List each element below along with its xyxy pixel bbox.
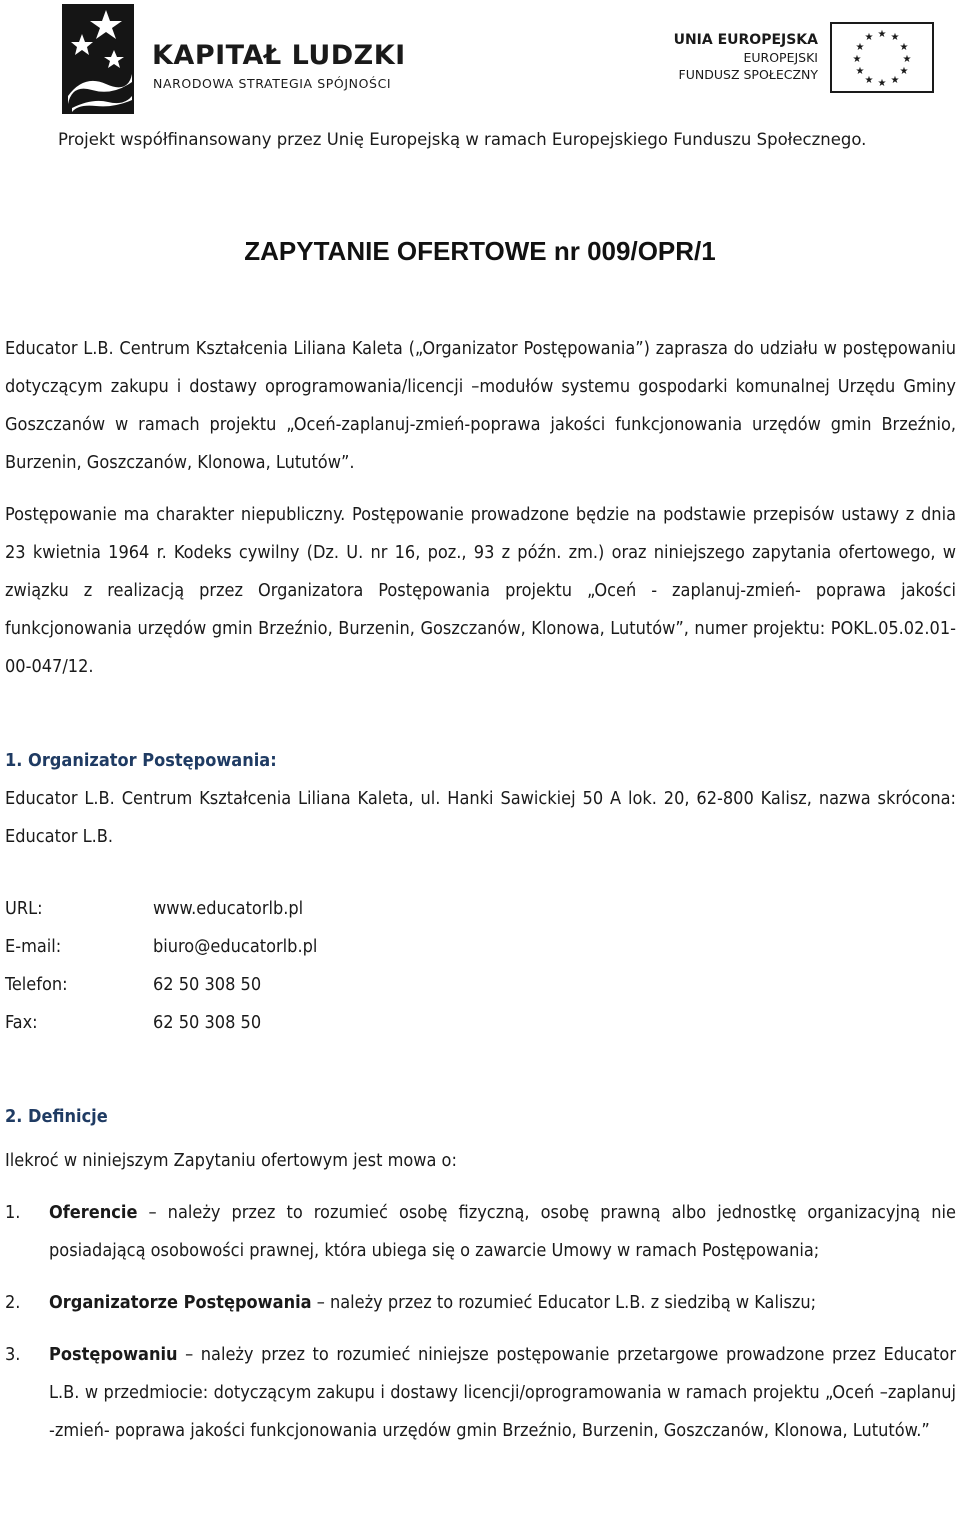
svg-text:★: ★ — [877, 78, 887, 89]
definition-item — [5, 1336, 956, 1450]
email-link[interactable]: biuro@educatorlb.pl — [153, 936, 318, 957]
svg-text:★: ★ — [855, 66, 865, 77]
svg-text:★: ★ — [890, 32, 900, 43]
definition-number: 2. — [5, 1292, 21, 1313]
contact-row-email — [5, 928, 956, 966]
eu-logo-line1: UNIA EUROPEJSKA — [673, 32, 818, 48]
definition-term: Organizatorze Postępowania — [49, 1292, 312, 1313]
eu-flag-icon — [830, 22, 934, 93]
definition-number: 1. — [5, 1202, 21, 1223]
eu-logo-line3: FUNDUSZ SPOŁECZNY — [678, 67, 818, 82]
eu-logo-line2: EUROPEJSKI — [743, 50, 818, 65]
svg-text:★: ★ — [852, 54, 862, 65]
section-organizer-heading: 1. Organizator Postępowania: — [5, 750, 277, 771]
contact-row-fax — [5, 1004, 956, 1042]
definition-description: – należy przez to rozumieć osobę fizyczną, osobę prawną albo jednostkę organizacyjną nie posiadającą osobowości prawnej, która ubiega się o zawarcie Umowy w ramach Postępowania; — [49, 1202, 956, 1261]
svg-text:★: ★ — [902, 54, 912, 65]
page-header — [0, 0, 960, 160]
svg-text:★: ★ — [877, 29, 887, 40]
definition-text — [49, 1336, 956, 1450]
svg-text:★: ★ — [864, 32, 874, 43]
definition-term: Oferencie — [49, 1202, 138, 1223]
contact-label: URL: — [5, 898, 43, 919]
contact-label: Telefon: — [5, 974, 68, 995]
kapital-ludzki-logo — [62, 4, 422, 114]
definition-term: Postępowaniu — [49, 1344, 178, 1365]
kapital-ludzki-title: KAPITAŁ LUDZKI — [152, 40, 406, 71]
cofinancing-tagline: Projekt współfinansowany przez Unię Europejską w ramach Europejskiego Funduszu Społecznego. — [58, 130, 867, 149]
document-body — [5, 330, 956, 1450]
definition-number: 3. — [5, 1344, 21, 1365]
contact-list — [5, 890, 956, 1042]
definition-text — [49, 1194, 956, 1270]
definitions-intro: Ilekroć w niniejszym Zapytaniu ofertowym jest mowa o: — [5, 1150, 457, 1171]
definition-description: – należy przez to rozumieć niniejsze postępowanie przetargowe prowadzone przez Educator L.B. w przedmiocie: dotyczącym zakupu i dostawy licencji/oprogramowania w ramach projektu „Oceń –zaplanuj -zmień- poprawa jakości funkcjonowania urzędów gmin Brzeźnio, Burzenin, Goszczanów, Klonowa, Lututów.” — [49, 1344, 956, 1441]
contact-label: Fax: — [5, 1012, 38, 1033]
intro-paragraph: Educator L.B. Centrum Kształcenia Liliana Kaleta („Organizator Postępowania”) zaprasza do udziału w postępowaniu dotyczącym zakupu i dostawy oprogramowania/licencji –modułów systemu gospodarki komunalnej Urzędu Gminy Goszczanów w ramach projektu „Oceń-zaplanuj-zmień-poprawa jakości funkcjonowania urzędów gmin Brzeźnio, Burzenin, Goszczanów, Klonowa, Lututów”. — [5, 338, 956, 473]
contact-label: E-mail: — [5, 936, 62, 957]
kapital-ludzki-subtitle: NARODOWA STRATEGIA SPÓJNOŚCI — [153, 76, 392, 91]
definition-text — [49, 1284, 956, 1322]
fax-value: 62 50 308 50 — [153, 1012, 262, 1033]
svg-text:★: ★ — [899, 66, 909, 77]
phone-value: 62 50 308 50 — [153, 974, 262, 995]
legal-basis-paragraph: Postępowanie ma charakter niepubliczny. Postępowanie prowadzone będzie na podstawie przepisów ustawy z dnia 23 kwietnia 1964 r. Kodeks cywilny (Dz. U. nr 16, poz., 93 z późn. zm.) oraz niniejszego zapytania ofertowego, w związku z realizacją przez Organizatora Postępowania projektu „Oceń - zaplanuj-zmień- poprawa jakości funkcjonowania urzędów gmin Brzeźnio, Burzenin, Goszczanów, Klonowa, Lututów”, numer projektu: POKL.05.02.01-00-047/12. — [5, 504, 956, 677]
contact-row-phone — [5, 966, 956, 1004]
contact-row-url — [5, 890, 956, 928]
definition-description: – należy przez to rozumieć Educator L.B. z siedzibą w Kaliszu; — [311, 1292, 817, 1313]
section-definitions-heading: 2. Definicje — [5, 1106, 108, 1127]
definition-item — [5, 1284, 956, 1322]
svg-text:★: ★ — [899, 42, 909, 53]
svg-text:★: ★ — [864, 75, 874, 86]
organizer-address: Educator L.B. Centrum Kształcenia Liliana Kaleta, ul. Hanki Sawickiej 50 A lok. 20, 62-800 Kalisz, nazwa skrócona: Educator L.B. — [5, 788, 956, 847]
definition-item — [5, 1194, 956, 1270]
kapital-ludzki-emblem-icon — [62, 4, 134, 114]
eu-logo-text — [674, 32, 818, 83]
website-link[interactable]: www.educatorlb.pl — [153, 898, 304, 919]
svg-text:★: ★ — [855, 42, 865, 53]
svg-text:★: ★ — [890, 75, 900, 86]
document-title: ZAPYTANIE OFERTOWE nr 009/OPR/1 — [244, 236, 716, 266]
